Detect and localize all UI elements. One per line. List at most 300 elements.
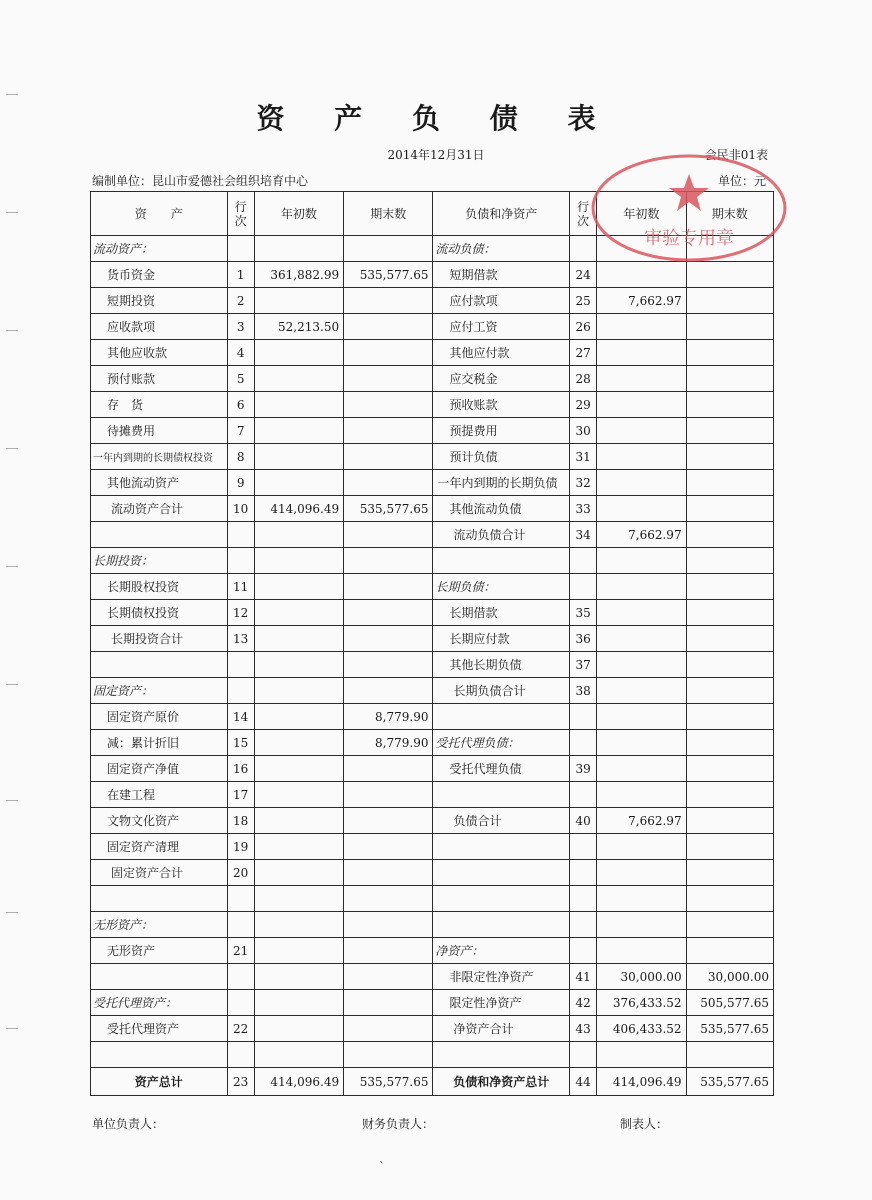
liability-begin-value [597, 626, 686, 652]
asset-label: 在建工程 [91, 782, 228, 808]
asset-label: 固定资产： [91, 678, 228, 704]
asset-row-no: 7 [227, 418, 254, 444]
liability-end-value: 30,000.00 [686, 964, 773, 990]
liability-end-value [686, 600, 773, 626]
liability-row-no [570, 912, 597, 938]
asset-label: 固定资产合计 [91, 860, 228, 886]
asset-end-value [344, 652, 433, 678]
asset-end-value [344, 860, 433, 886]
report-date: 2014年12月31日 [387, 148, 485, 162]
asset-end-value [344, 340, 433, 366]
table-row [91, 808, 774, 834]
asset-begin-value [254, 366, 343, 392]
liability-label [433, 886, 570, 912]
liability-begin-value [597, 340, 686, 366]
asset-begin-value [254, 730, 343, 756]
liability-row-no: 28 [570, 366, 597, 392]
table-row [91, 626, 774, 652]
liability-row-no: 30 [570, 418, 597, 444]
asset-row-no: 4 [227, 340, 254, 366]
liability-row-no: 37 [570, 652, 597, 678]
asset-row-no: 9 [227, 470, 254, 496]
asset-label: 短期投资 [91, 288, 228, 314]
liability-end-value [686, 496, 773, 522]
liability-row-no: 31 [570, 444, 597, 470]
header-asset: 资 产 [91, 192, 228, 236]
liability-row-no: 26 [570, 314, 597, 340]
liability-row-no [570, 1042, 597, 1068]
header-begin: 年初数 [254, 192, 343, 236]
asset-end-value [344, 626, 433, 652]
liability-row-no [570, 860, 597, 886]
liability-label: 净资产： [433, 938, 570, 964]
asset-label: 减：累计折旧 [91, 730, 228, 756]
liability-label: 长期应付款 [433, 626, 570, 652]
liability-row-no [570, 236, 597, 262]
table-row [91, 1068, 774, 1096]
table-row [91, 574, 774, 600]
table-row [91, 366, 774, 392]
header-row-no [227, 192, 254, 236]
asset-end-value [344, 522, 433, 548]
header-row-no-2 [570, 192, 597, 236]
asset-label: 长期债权投资 [91, 600, 228, 626]
liability-begin-value [597, 548, 686, 574]
asset-label: 流动资产合计 [91, 496, 228, 522]
table-row [91, 288, 774, 314]
asset-end-value [344, 444, 433, 470]
liability-begin-value [597, 444, 686, 470]
asset-end-value [344, 886, 433, 912]
asset-end-value [344, 990, 433, 1016]
asset-end-value: 535,577.65 [344, 1068, 433, 1096]
asset-begin-value [254, 470, 343, 496]
liability-end-value [686, 678, 773, 704]
asset-label: 文物文化资产 [91, 808, 228, 834]
liability-end-value [686, 704, 773, 730]
currency-unit: 单位：元 [717, 174, 766, 188]
asset-end-value [344, 834, 433, 860]
asset-row-no: 5 [227, 366, 254, 392]
asset-end-value [344, 314, 433, 340]
asset-end-value [344, 756, 433, 782]
liability-row-no [570, 886, 597, 912]
liability-begin-value [597, 314, 686, 340]
liability-end-value [686, 652, 773, 678]
asset-end-value [344, 938, 433, 964]
header-row-no-2-label: 行次 [577, 199, 590, 228]
liability-label: 长期借款 [433, 600, 570, 626]
liability-label: 长期负债： [433, 574, 570, 600]
liability-row-no: 41 [570, 964, 597, 990]
asset-begin-value [254, 1016, 343, 1042]
liability-label [433, 912, 570, 938]
liability-end-value: 535,577.65 [686, 1016, 773, 1042]
table-row [91, 548, 774, 574]
table-row [91, 314, 774, 340]
asset-label: 固定资产净值 [91, 756, 228, 782]
liability-label: 非限定性净资产 [433, 964, 570, 990]
liability-row-no: 25 [570, 288, 597, 314]
asset-end-value [344, 288, 433, 314]
asset-begin-value [254, 418, 343, 444]
asset-begin-value [254, 808, 343, 834]
liability-row-no: 39 [570, 756, 597, 782]
liability-begin-value [597, 834, 686, 860]
liability-row-no: 40 [570, 808, 597, 834]
asset-label [91, 652, 228, 678]
asset-label: 存 货 [91, 392, 228, 418]
asset-begin-value [254, 600, 343, 626]
asset-label: 流动资产： [91, 236, 228, 262]
liability-row-no: 36 [570, 626, 597, 652]
asset-begin-value: 361,882.99 [254, 262, 343, 288]
table-row [91, 236, 774, 262]
asset-begin-value [254, 964, 343, 990]
table-row [91, 730, 774, 756]
liability-begin-value [597, 730, 686, 756]
liability-begin-value [597, 756, 686, 782]
liability-begin-value: 7,662.97 [597, 288, 686, 314]
asset-end-value [344, 912, 433, 938]
liability-begin-value [597, 392, 686, 418]
liability-end-value [686, 444, 773, 470]
asset-begin-value [254, 236, 343, 262]
table-row [91, 860, 774, 886]
asset-begin-value: 414,096.49 [254, 496, 343, 522]
asset-label: 货币资金 [91, 262, 228, 288]
liability-end-value [686, 392, 773, 418]
liability-label [433, 1042, 570, 1068]
liability-label [433, 548, 570, 574]
liability-row-no [570, 548, 597, 574]
asset-end-value [344, 574, 433, 600]
asset-row-no: 6 [227, 392, 254, 418]
table-row [91, 704, 774, 730]
asset-row-no [227, 990, 254, 1016]
table-row [91, 834, 774, 860]
liability-begin-value [597, 574, 686, 600]
liability-end-value [686, 626, 773, 652]
asset-row-no: 16 [227, 756, 254, 782]
liability-begin-value: 7,662.97 [597, 808, 686, 834]
liability-label: 预收账款 [433, 392, 570, 418]
asset-end-value [344, 600, 433, 626]
asset-row-no: 23 [227, 1068, 254, 1096]
asset-row-no [227, 652, 254, 678]
liability-label: 流动负债合计 [433, 522, 570, 548]
asset-end-value: 8,779.90 [344, 730, 433, 756]
liability-label: 预提费用 [433, 418, 570, 444]
asset-row-no: 17 [227, 782, 254, 808]
asset-begin-value [254, 392, 343, 418]
liability-end-value [686, 808, 773, 834]
liability-row-no: 38 [570, 678, 597, 704]
liability-end-value: 535,577.65 [686, 1068, 773, 1096]
table-row [91, 990, 774, 1016]
liability-end-value [686, 730, 773, 756]
header-begin-2: 年初数 [597, 192, 686, 236]
liability-row-no [570, 938, 597, 964]
liability-end-value [686, 1042, 773, 1068]
asset-row-no: 19 [227, 834, 254, 860]
scan-speck: ` [379, 1160, 385, 1174]
table-row [91, 782, 774, 808]
asset-row-no: 20 [227, 860, 254, 886]
liability-label: 长期负债合计 [433, 678, 570, 704]
table-header-row [91, 192, 774, 236]
asset-begin-value [254, 522, 343, 548]
liability-end-value [686, 886, 773, 912]
asset-begin-value [254, 782, 343, 808]
liability-begin-value [597, 470, 686, 496]
asset-label: 长期股权投资 [91, 574, 228, 600]
liability-label [433, 834, 570, 860]
scan-mark [6, 912, 18, 913]
asset-begin-value [254, 990, 343, 1016]
liability-end-value [686, 418, 773, 444]
asset-begin-value [254, 548, 343, 574]
asset-begin-value [254, 704, 343, 730]
asset-begin-value [254, 886, 343, 912]
asset-row-no: 13 [227, 626, 254, 652]
liability-label [433, 704, 570, 730]
asset-label: 无形资产： [91, 912, 228, 938]
asset-label: 受托代理资产： [91, 990, 228, 1016]
table-row [91, 964, 774, 990]
signature-preparer: 制表人： [620, 1117, 669, 1131]
liability-row-no: 44 [570, 1068, 597, 1096]
liability-end-value [686, 288, 773, 314]
asset-begin-value [254, 678, 343, 704]
signature-unit-head: 单位负责人： [92, 1117, 165, 1131]
liability-label: 流动负债： [433, 236, 570, 262]
liability-label [433, 782, 570, 808]
liability-begin-value [597, 912, 686, 938]
asset-row-no: 8 [227, 444, 254, 470]
asset-end-value: 8,779.90 [344, 704, 433, 730]
asset-label [91, 886, 228, 912]
liability-end-value [686, 314, 773, 340]
liability-begin-value [597, 782, 686, 808]
table-row [91, 938, 774, 964]
liability-end-value [686, 262, 773, 288]
scan-mark [6, 566, 18, 567]
liability-end-value [686, 366, 773, 392]
asset-label [91, 964, 228, 990]
liability-begin-value [597, 652, 686, 678]
asset-row-no: 11 [227, 574, 254, 600]
liability-end-value [686, 834, 773, 860]
asset-label: 长期投资合计 [91, 626, 228, 652]
scan-mark [6, 94, 18, 95]
asset-begin-value [254, 652, 343, 678]
liability-label: 预计负债 [433, 444, 570, 470]
table-row [91, 1042, 774, 1068]
asset-end-value: 535,577.65 [344, 496, 433, 522]
asset-label: 资产总计 [91, 1068, 228, 1096]
liability-end-value [686, 938, 773, 964]
asset-label: 受托代理资产 [91, 1016, 228, 1042]
liability-end-value: 505,577.65 [686, 990, 773, 1016]
table-row [91, 496, 774, 522]
liability-begin-value [597, 886, 686, 912]
asset-begin-value: 414,096.49 [254, 1068, 343, 1096]
table-row [91, 756, 774, 782]
table-row [91, 678, 774, 704]
table-row [91, 652, 774, 678]
asset-label: 固定资产清理 [91, 834, 228, 860]
asset-label [91, 522, 228, 548]
asset-end-value [344, 1042, 433, 1068]
liability-end-value [686, 522, 773, 548]
table-row [91, 886, 774, 912]
asset-row-no: 2 [227, 288, 254, 314]
liability-end-value [686, 548, 773, 574]
table-row [91, 340, 774, 366]
table-row [91, 522, 774, 548]
asset-row-no: 10 [227, 496, 254, 522]
liability-label: 其他长期负债 [433, 652, 570, 678]
asset-begin-value [254, 912, 343, 938]
organization-name: 编制单位：昆山市爱德社会组织培育中心 [92, 174, 309, 188]
asset-begin-value [254, 444, 343, 470]
asset-end-value [344, 678, 433, 704]
liability-label: 负债合计 [433, 808, 570, 834]
liability-row-no [570, 704, 597, 730]
asset-end-value [344, 392, 433, 418]
scan-mark [6, 1028, 18, 1029]
signature-finance-head: 财务负责人： [362, 1117, 435, 1131]
liability-end-value [686, 470, 773, 496]
table-row [91, 418, 774, 444]
liability-row-no: 34 [570, 522, 597, 548]
liability-label: 短期借款 [433, 262, 570, 288]
asset-end-value [344, 548, 433, 574]
asset-row-no [227, 1042, 254, 1068]
liability-row-no: 24 [570, 262, 597, 288]
liability-begin-value: 7,662.97 [597, 522, 686, 548]
liability-end-value [686, 756, 773, 782]
asset-begin-value: 52,213.50 [254, 314, 343, 340]
liability-begin-value [597, 496, 686, 522]
asset-label: 应收款项 [91, 314, 228, 340]
asset-label: 待摊费用 [91, 418, 228, 444]
liability-begin-value: 30,000.00 [597, 964, 686, 990]
liability-end-value [686, 782, 773, 808]
asset-end-value [344, 808, 433, 834]
table-row [91, 912, 774, 938]
asset-row-no: 18 [227, 808, 254, 834]
liability-label: 净资产合计 [433, 1016, 570, 1042]
liability-begin-value: 414,096.49 [597, 1068, 686, 1096]
asset-end-value [344, 470, 433, 496]
asset-row-no: 22 [227, 1016, 254, 1042]
asset-row-no [227, 236, 254, 262]
liability-label: 应付工资 [433, 314, 570, 340]
asset-row-no: 14 [227, 704, 254, 730]
asset-row-no [227, 548, 254, 574]
asset-label: 预付账款 [91, 366, 228, 392]
header-liabilities: 负债和净资产 [433, 192, 570, 236]
asset-label: 无形资产 [91, 938, 228, 964]
liability-begin-value [597, 600, 686, 626]
asset-label: 固定资产原价 [91, 704, 228, 730]
asset-row-no [227, 964, 254, 990]
asset-end-value [344, 236, 433, 262]
form-code: 会民非01表 [704, 148, 768, 162]
asset-begin-value [254, 288, 343, 314]
liability-row-no [570, 730, 597, 756]
table-row [91, 444, 774, 470]
liability-begin-value [597, 938, 686, 964]
header-end-2: 期末数 [686, 192, 773, 236]
liability-begin-value [597, 1042, 686, 1068]
asset-row-no [227, 522, 254, 548]
asset-label: 其他应收款 [91, 340, 228, 366]
asset-row-no: 3 [227, 314, 254, 340]
page-title: 资 产 负 债 表 [256, 102, 616, 135]
asset-end-value: 535,577.65 [344, 262, 433, 288]
liability-row-no: 27 [570, 340, 597, 366]
asset-begin-value [254, 938, 343, 964]
liability-label: 一年内到期的长期负债 [433, 470, 570, 496]
table-row [91, 392, 774, 418]
liability-label [433, 860, 570, 886]
liability-end-value [686, 860, 773, 886]
liability-begin-value [597, 704, 686, 730]
asset-label: 长期投资： [91, 548, 228, 574]
table-row [91, 470, 774, 496]
asset-row-no [227, 886, 254, 912]
table-row [91, 1016, 774, 1042]
asset-row-no [227, 912, 254, 938]
liability-begin-value [597, 860, 686, 886]
liability-row-no: 29 [570, 392, 597, 418]
asset-row-no: 1 [227, 262, 254, 288]
liability-begin-value [597, 678, 686, 704]
header-row-no-label: 行次 [234, 199, 247, 228]
liability-end-value [686, 340, 773, 366]
liability-label: 其他应付款 [433, 340, 570, 366]
asset-begin-value [254, 1042, 343, 1068]
liability-begin-value [597, 366, 686, 392]
asset-begin-value [254, 574, 343, 600]
asset-row-no: 15 [227, 730, 254, 756]
liability-label: 应付款项 [433, 288, 570, 314]
liability-begin-value: 376,433.52 [597, 990, 686, 1016]
asset-label: 一年内到期的长期债权投资 [91, 444, 228, 470]
asset-begin-value [254, 756, 343, 782]
liability-row-no: 32 [570, 470, 597, 496]
liability-begin-value [597, 236, 686, 262]
liability-label: 其他流动负债 [433, 496, 570, 522]
asset-label [91, 1042, 228, 1068]
liability-label: 受托代理负债： [433, 730, 570, 756]
table-row [91, 262, 774, 288]
asset-begin-value [254, 834, 343, 860]
scan-mark [6, 330, 18, 331]
asset-end-value [344, 1016, 433, 1042]
scan-mark [6, 800, 18, 801]
liability-row-no: 43 [570, 1016, 597, 1042]
liability-end-value [686, 236, 773, 262]
liability-label: 受托代理负债 [433, 756, 570, 782]
liability-begin-value: 406,433.52 [597, 1016, 686, 1042]
header-end: 期末数 [344, 192, 433, 236]
scan-mark [6, 684, 18, 685]
liability-row-no [570, 834, 597, 860]
